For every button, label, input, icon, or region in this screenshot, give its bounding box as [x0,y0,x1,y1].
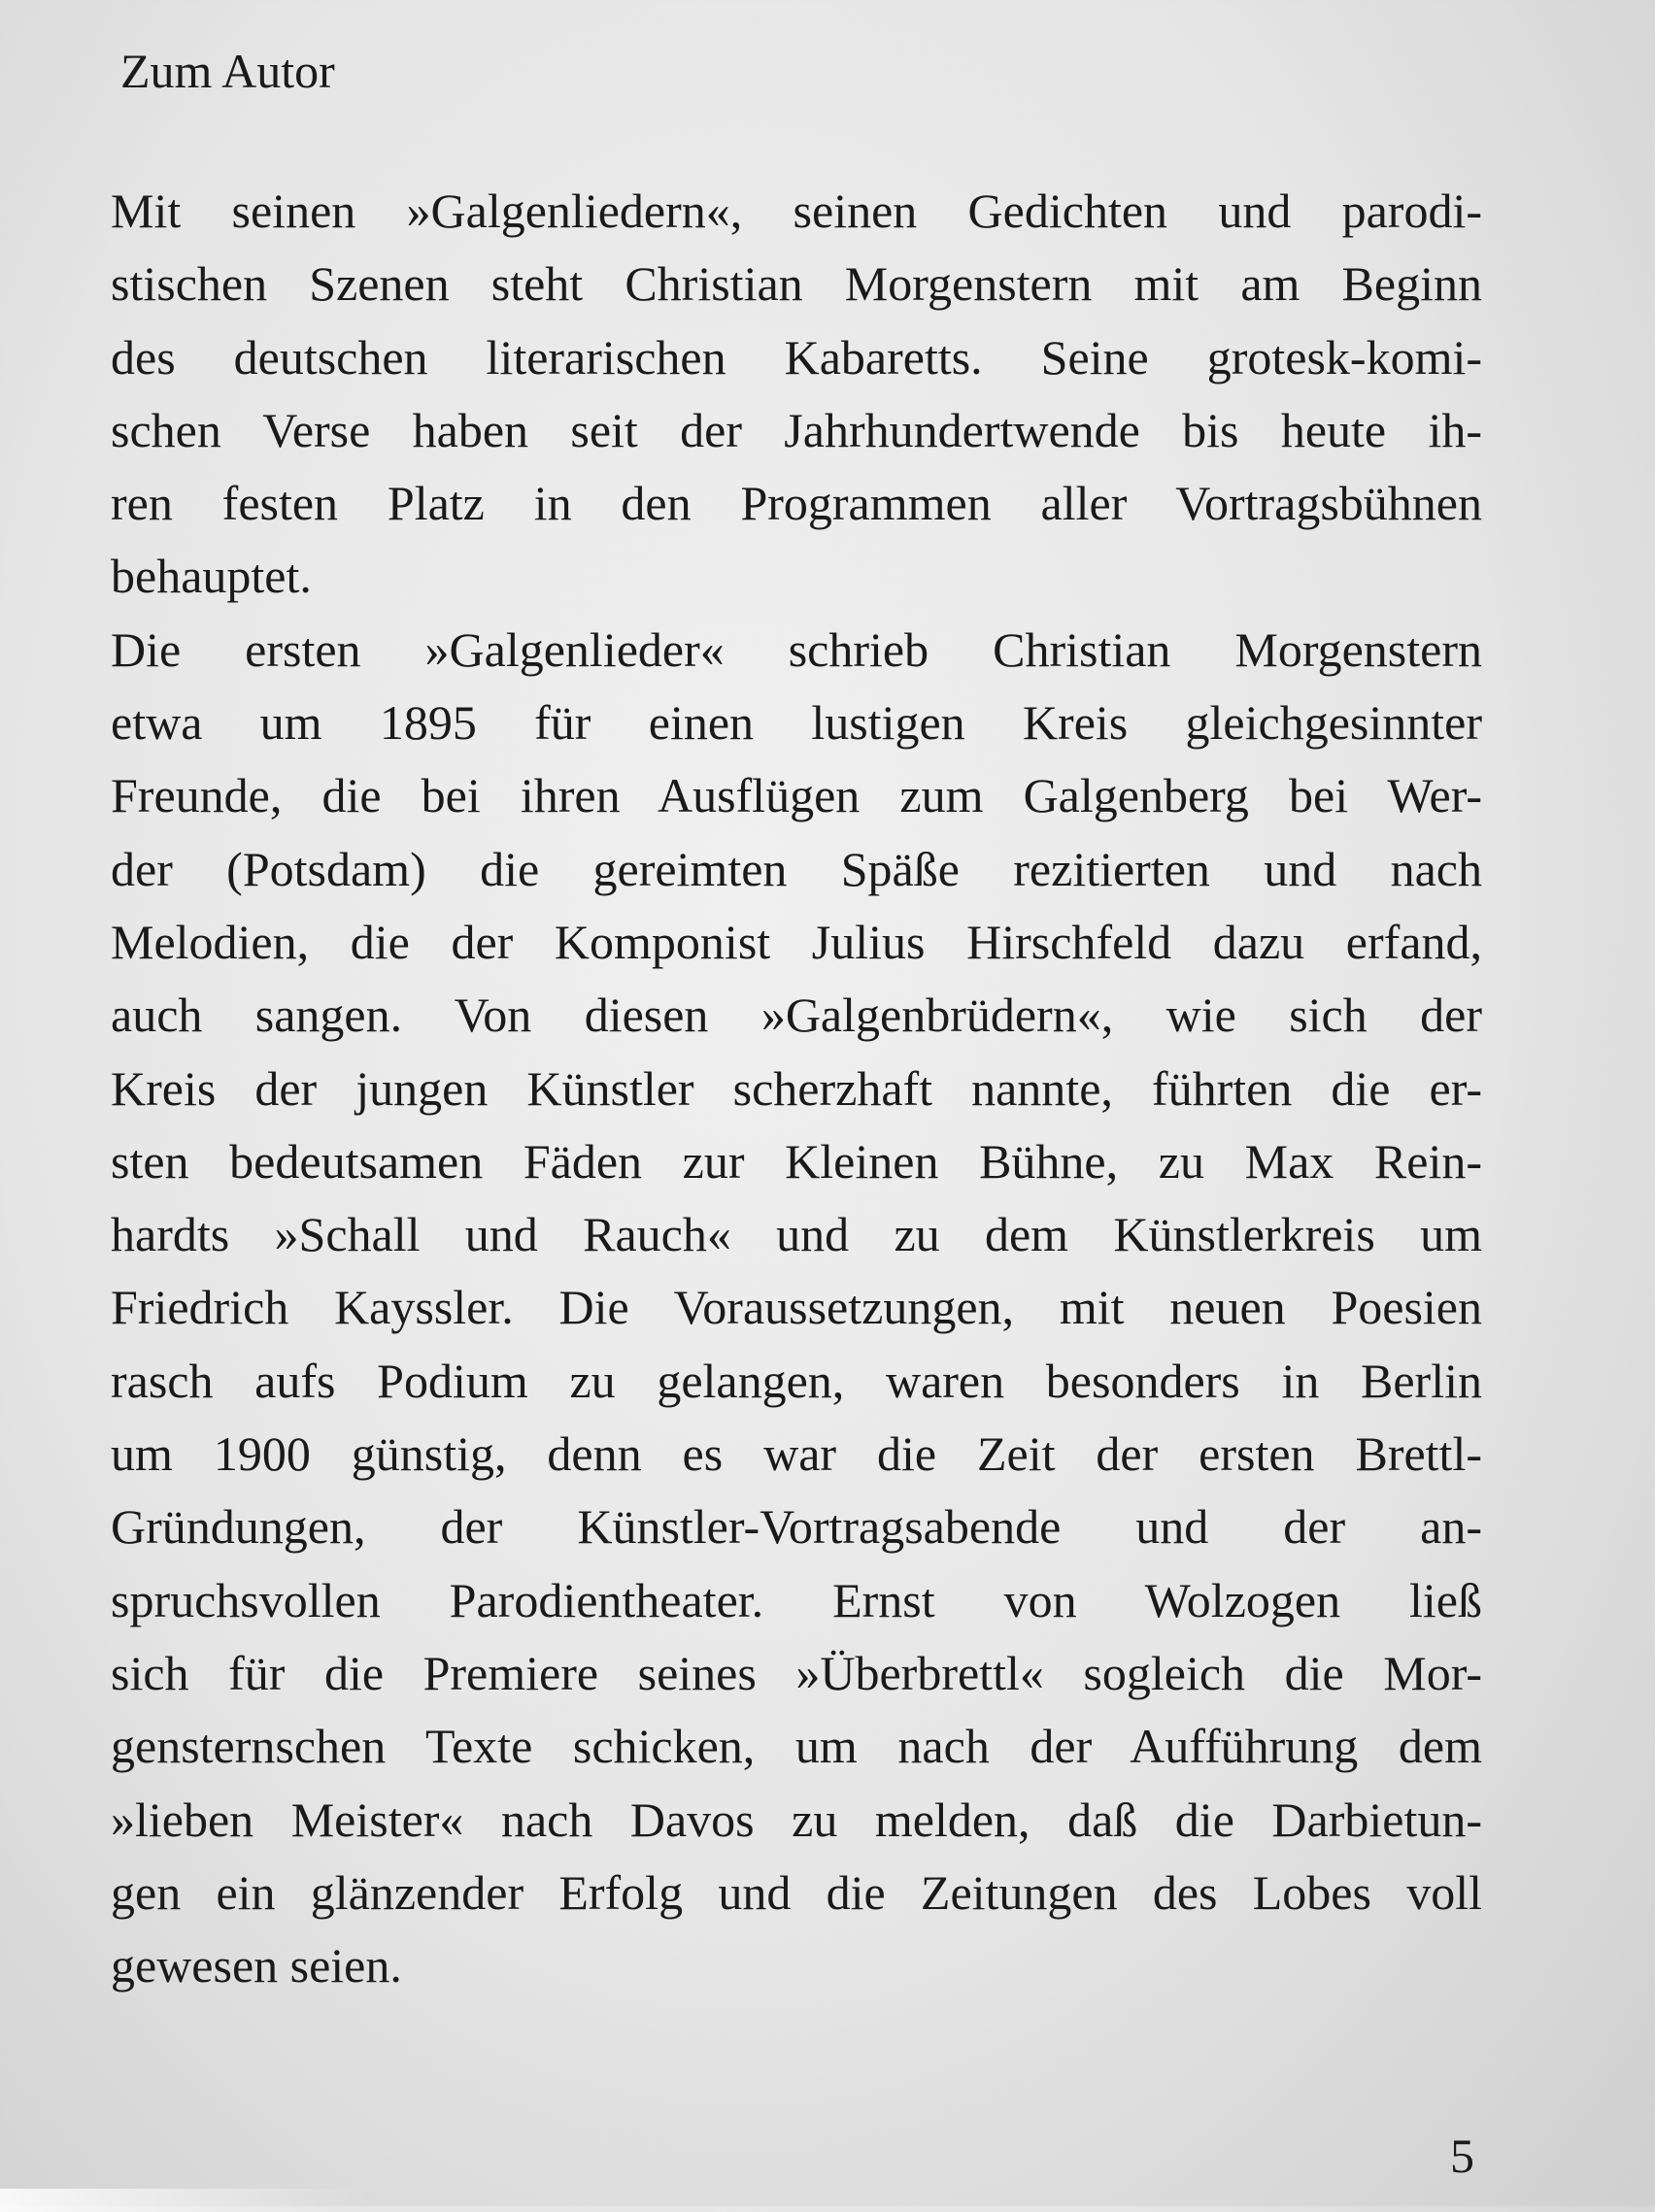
page-number: 5 [1450,2128,1474,2183]
text-line: Friedrich Kayssler. Die Voraussetzungen, mit neuen Poesien [111,1280,1482,1335]
text-line: gewesen seien. [111,1938,402,1994]
text-line: hardts »Schall und Rauch« und zu dem Künstlerkreis um [111,1207,1482,1262]
text-line: gen ein glänzender Erfolg und die Zeitungen des Lobes voll [111,1864,1482,1920]
text-line: Freunde, die bei ihren Ausflügen zum Galgenberg bei Wer- [111,768,1482,823]
text-line: um 1900 günstig, denn es war die Zeit der ersten Brettl- [111,1426,1482,1482]
body-text [111,175,1482,2002]
text-line: behauptet. [111,549,312,604]
watermark-strip [0,2189,369,2212]
text-line: ren festen Platz in den Programmen aller Vortragsbühnen [111,476,1482,531]
text-line: rasch aufs Podium zu gelangen, waren besonders in Berlin [111,1353,1482,1408]
text-line: spruchsvollen Parodientheater. Ernst von Wolzogen ließ [111,1572,1482,1627]
text-line: des deutschen literarischen Kabaretts. Seine grotesk-komi- [111,329,1482,385]
text-line: sten bedeutsamen Fäden zur Kleinen Bühne, zu Max Rein- [111,1133,1482,1189]
text-line: stischen Szenen steht Christian Morgenstern mit am Beginn [111,256,1482,312]
text-line: Melodien, die der Komponist Julius Hirschfeld dazu erfand, [111,914,1482,969]
text-line: schen Verse haben seit der Jahrhundertwende bis heute ih- [111,402,1482,457]
text-line: Kreis der jungen Künstler scherzhaft nannte, führten die er- [111,1060,1482,1116]
section-heading: Zum Autor [120,44,335,98]
text-line: Die ersten »Galgenlieder« schrieb Christian Morgenstern [111,621,1482,677]
text-line: auch sangen. Von diesen »Galgenbrüdern«, wie sich der [111,988,1482,1043]
text-line: der (Potsdam) die gereimten Späße rezitierten und nach [111,841,1482,896]
text-line: »lieben Meister« nach Davos zu melden, daß die Darbietun- [111,1792,1482,1847]
text-line: sich für die Premiere seines »Überbrettl« sogleich die Mor- [111,1645,1482,1700]
text-line: Mit seinen »Galgenliedern«, seinen Gedichten und parodi- [111,184,1482,238]
text-line: gensternschen Texte schicken, um nach der Aufführung dem [111,1719,1482,1774]
text-line: Gründungen, der Künstler-Vortragsabende und der an- [111,1499,1482,1555]
text-line: etwa um 1895 für einen lustigen Kreis gleichgesinnter [111,695,1482,751]
